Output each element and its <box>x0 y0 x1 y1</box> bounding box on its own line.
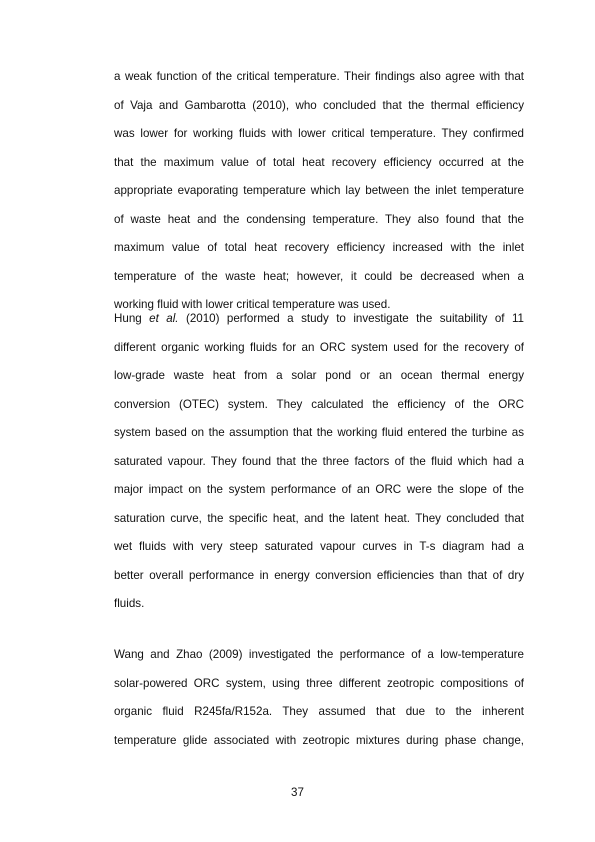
text-line: solar-powered ORC system, using three different zeotropic compositions of <box>114 676 524 690</box>
text-line: different organic working fluids for an ORC system used for the recovery of <box>114 340 524 354</box>
text-line: working fluid with lower critical temperature was used. <box>114 298 391 311</box>
paragraph-1 <box>114 63 524 320</box>
text-line: was lower for working fluids with lower critical temperature. They confirmed <box>114 127 524 140</box>
text-line: appropriate evaporating temperature which lay between the inlet temperature <box>114 184 524 197</box>
text-line: organic fluid R245fa/R152a. They assumed that due to the inherent <box>114 705 524 718</box>
text-line: conversion (OTEC) system. They calculated the efficiency of the ORC <box>114 397 524 411</box>
text-line: low-grade waste heat from a solar pond or an ocean thermal energy <box>114 369 524 382</box>
paragraph-2 <box>114 305 524 619</box>
page-number: 37 <box>291 786 304 799</box>
text-line: better overall performance in energy conversion efficiencies than that of dry <box>114 568 524 582</box>
text-line: of Vaja and Gambarotta (2010), who concluded that the thermal efficiency <box>114 98 524 112</box>
text-line: of waste heat and the condensing temperature. They also found that the <box>114 212 524 226</box>
text-line: saturated vapour. They found that the three factors of the fluid which had a <box>114 454 524 468</box>
text-line: system based on the assumption that the working fluid entered the turbine as <box>114 426 524 439</box>
text-line: wet fluids with very steep saturated vapour curves in T-s diagram had a <box>114 540 524 553</box>
text-line: saturation curve, the specific heat, and the latent heat. They concluded that <box>114 511 524 525</box>
text-line-with-citation <box>114 305 524 334</box>
citation-author: Hung <box>114 312 150 325</box>
text-line: Wang and Zhao (2009) investigated the performance of a low-temperature <box>114 648 524 661</box>
text-line: fluids. <box>114 597 145 610</box>
text-line: a weak function of the critical temperature. Their findings also agree with that <box>114 70 524 83</box>
citation-et-al: et al. <box>149 312 179 325</box>
text-fragment: (2010) performed a study to investigate the suitability of 11 <box>178 312 524 325</box>
text-line: that the maximum value of total heat recovery efficiency occurred at the <box>114 155 524 169</box>
text-line: temperature glide associated with zeotropic mixtures during phase change, <box>114 733 524 747</box>
paragraph-3 <box>114 641 524 755</box>
text-line: temperature of the waste heat; however, it could be decreased when a <box>114 269 524 283</box>
text-line: major impact on the system performance of an ORC were the slope of the <box>114 483 524 496</box>
text-line: maximum value of total heat recovery efficiency increased with the inlet <box>114 241 524 254</box>
